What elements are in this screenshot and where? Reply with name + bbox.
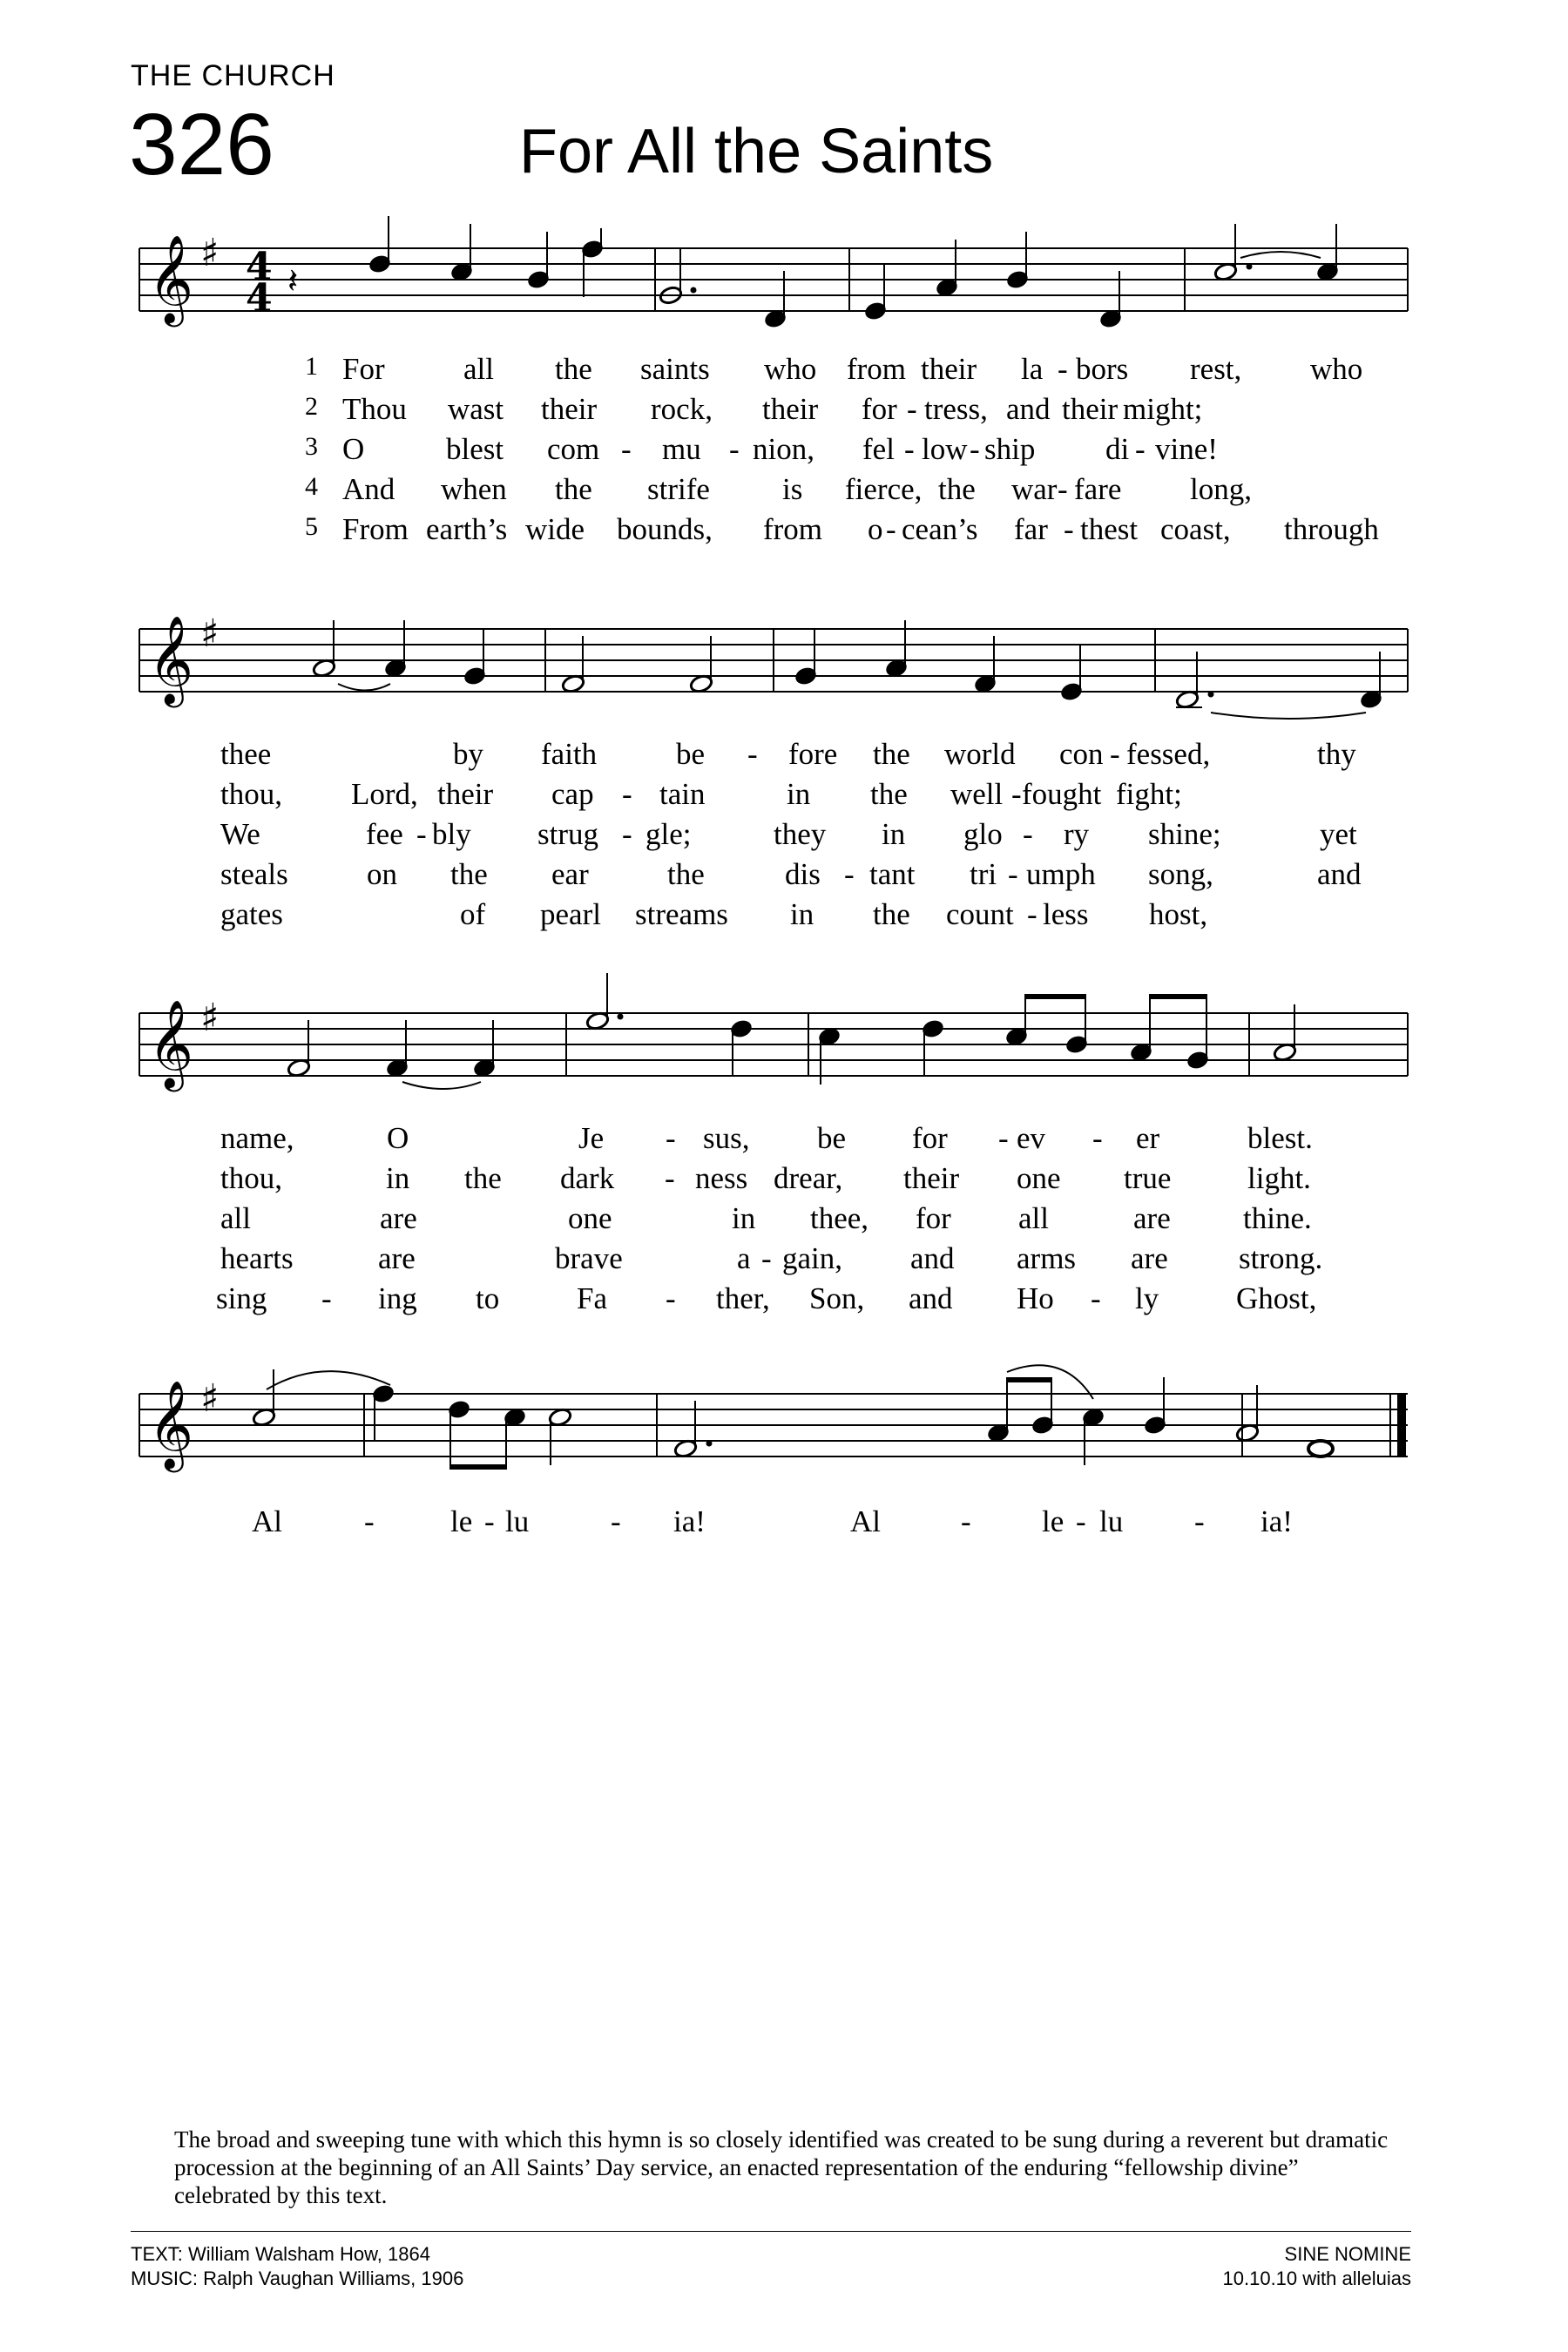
lyric-syllable: song,: [1148, 857, 1213, 891]
music-staff-system-3: [0, 970, 1568, 1126]
time-signature-bottom: 4: [246, 276, 273, 321]
lyric-syllable: Lord,: [351, 777, 418, 811]
lyric-syllable: o: [868, 512, 883, 546]
lyric-syllable: the: [464, 1161, 502, 1195]
lyric-syllable: O: [387, 1121, 409, 1155]
lyric-syllable: fore: [788, 737, 838, 771]
lyric-syllable: fel: [862, 432, 895, 466]
lyric-hyphen: -: [622, 777, 632, 811]
lyric-syllable: ev: [1017, 1121, 1046, 1155]
lyric-syllable: might;: [1123, 392, 1203, 426]
lyric-syllable: dis: [785, 857, 821, 891]
lyric-syllable: thee: [220, 737, 272, 771]
lyric-syllable: con: [1059, 737, 1104, 771]
lyric-syllable: Son,: [809, 1281, 865, 1315]
lyric-hyphen: -: [1027, 897, 1037, 931]
lyric-verse-1: [0, 737, 1568, 777]
lyric-syllable: streams: [635, 897, 728, 931]
lyric-syllable: com: [547, 432, 600, 466]
lyric-syllable: through: [1284, 512, 1379, 546]
lyric-hyphen: -: [998, 1121, 1009, 1155]
lyric-syllable: dark: [560, 1161, 615, 1195]
lyric-syllable: Je: [578, 1121, 605, 1155]
lyric-syllable: thine.: [1243, 1201, 1312, 1235]
lyric-hyphen: -: [1023, 817, 1033, 851]
lyric-syllable: ship: [984, 432, 1036, 466]
lyric-syllable: one: [1017, 1161, 1061, 1195]
lyric-syllable: earth’s: [426, 512, 508, 546]
verse-number: 2: [305, 392, 318, 421]
lyric-hyphen: -: [729, 432, 740, 466]
music-credit: MUSIC: Ralph Vaughan Williams, 1906: [131, 2268, 464, 2289]
verse-number: 1: [305, 352, 318, 381]
lyric-syllable: in: [882, 817, 906, 851]
lyric-syllable: strife: [647, 472, 710, 506]
lyric-syllable: and: [909, 1281, 953, 1315]
lyric-verse-3: [0, 817, 1568, 857]
lyric-verse-5: [0, 512, 1568, 552]
lyric-hyphen: -: [622, 817, 632, 851]
lyric-hyphen: -: [321, 1281, 332, 1315]
lyric-hyphen: -: [1092, 1121, 1103, 1155]
lyric-syllable: and: [910, 1241, 955, 1275]
lyric-syllable: gates: [220, 897, 283, 931]
lyric-syllable: their: [437, 777, 494, 811]
lyric-syllable: hearts: [220, 1241, 294, 1275]
lyric-syllable: bounds,: [617, 512, 713, 546]
treble-clef: 𝄞: [148, 998, 194, 1088]
key-signature-sharp: ♯: [200, 231, 220, 275]
lyric-syllable: We: [220, 817, 260, 851]
lyric-verse-3: [0, 1201, 1568, 1241]
hymn-number: 326: [129, 96, 274, 193]
lyric-syllable: coast,: [1160, 512, 1231, 546]
lyric-verse-1: [0, 352, 1568, 392]
lyric-syllable: to: [476, 1281, 500, 1315]
lyric-syllable: Ghost,: [1236, 1281, 1317, 1315]
lyric-syllable: and: [1006, 392, 1051, 426]
lyric-syllable: fight;: [1116, 777, 1182, 811]
lyric-syllable: are: [380, 1201, 417, 1235]
lyric-syllable: fare: [1074, 472, 1122, 506]
verse-number: 5: [305, 512, 318, 541]
treble-clef: 𝄞: [148, 1379, 194, 1469]
credits-right: [1223, 2242, 1411, 2291]
lyric-syllable: steals: [220, 857, 288, 891]
lyric-syllable: they: [774, 817, 827, 851]
lyric-syllable: in: [386, 1161, 410, 1195]
lyric-hyphen: -: [1058, 472, 1068, 506]
lyric-verse-4: [0, 857, 1568, 897]
lyric-syllable: one: [568, 1201, 612, 1235]
lyric-hyphen: -: [747, 737, 758, 771]
lyric-verse-2: [0, 1161, 1568, 1201]
lyric-syllable: ia!: [673, 1504, 706, 1538]
lyric-syllable: Al: [850, 1504, 881, 1538]
verse-number: 3: [305, 432, 318, 461]
section-label: THE CHURCH: [131, 59, 335, 92]
lyric-syllable: in: [787, 777, 811, 811]
lyric-syllable: the: [555, 472, 592, 506]
lyric-hyphen: -: [621, 432, 632, 466]
lyric-syllable: strug: [537, 817, 598, 851]
lyric-syllable: are: [1133, 1201, 1171, 1235]
hymn-title: For All the Saints: [519, 117, 994, 186]
divider-rule: [131, 2231, 1411, 2232]
lyric-hyphen: -: [484, 1504, 495, 1538]
lyric-syllable: well: [950, 777, 1004, 811]
lyric-syllable: drear,: [774, 1161, 843, 1195]
lyric-syllable: of: [460, 897, 486, 931]
lyric-syllable: faith: [541, 737, 598, 771]
lyric-syllable: di: [1105, 432, 1130, 466]
meter: 10.10.10 with alleluias: [1222, 2268, 1411, 2289]
lyric-syllable: name,: [220, 1121, 294, 1155]
lyric-syllable: blest.: [1247, 1121, 1313, 1155]
lyric-syllable: thou,: [220, 777, 282, 811]
lyric-syllable: mu: [662, 432, 701, 466]
lyric-syllable: arms: [1017, 1241, 1077, 1275]
lyric-syllable: from: [763, 512, 823, 546]
lyric-syllable: all: [220, 1201, 251, 1235]
lyric-syllable: are: [1131, 1241, 1168, 1275]
lyric-verse-4: [0, 1241, 1568, 1281]
lyric-syllable: the: [870, 777, 908, 811]
lyric-syllable: From: [342, 512, 409, 546]
hymn-note: The broad and sweeping tune with which this hymn is so closely identified was created to be sung during a reverent but dramatic procession at the beginning of an All Saints’ Day service, an enacted representation of the enduring “fellowship divine” celebrated by this text.: [174, 2126, 1389, 2208]
lyric-syllable: the: [450, 857, 488, 891]
lyric-syllable: lu: [1099, 1504, 1124, 1538]
lyric-hyphen: -: [1011, 777, 1022, 811]
lyric-verse-1: [0, 1121, 1568, 1161]
lyric-syllable: fee: [366, 817, 403, 851]
lyric-verse-2: [0, 777, 1568, 817]
lyric-syllable: Al: [252, 1504, 282, 1538]
lyric-syllable: who: [764, 352, 817, 386]
verse-number: 4: [305, 472, 318, 501]
lyric-syllable: rest,: [1190, 352, 1242, 386]
lyric-syllable: cean’s: [902, 512, 978, 546]
lyric-hyphen: -: [1064, 512, 1074, 546]
lyric-hyphen: -: [904, 432, 915, 466]
lyric-syllable: less: [1043, 897, 1089, 931]
lyric-syllable: is: [782, 472, 803, 506]
lyric-syllable: on: [367, 857, 397, 891]
tune-name: SINE NOMINE: [1284, 2243, 1411, 2265]
lyric-hyphen: -: [1135, 432, 1146, 466]
credits-left: [131, 2242, 463, 2291]
lyric-hyphen: -: [666, 1121, 676, 1155]
lyric-syllable: their: [541, 392, 598, 426]
music-staff-system-2: [0, 585, 1568, 742]
lyric-syllable: for: [862, 392, 897, 426]
lyric-syllable: ness: [695, 1161, 748, 1195]
lyric-syllable: lu: [505, 1504, 530, 1538]
lyric-verse-5: [0, 897, 1568, 937]
lyric-syllable: host,: [1149, 897, 1208, 931]
lyric-syllable: blest: [446, 432, 504, 466]
quarter-rest: 𝄽: [287, 261, 299, 301]
lyric-hyphen: -: [1058, 352, 1068, 386]
lyric-syllable: ia!: [1260, 1504, 1293, 1538]
lyric-syllable: sus,: [703, 1121, 750, 1155]
lyric-verse-4: [0, 472, 1568, 512]
lyric-syllable: tain: [659, 777, 706, 811]
lyric-syllable: le: [450, 1504, 473, 1538]
lyric-syllable: the: [873, 737, 910, 771]
lyric-syllable: And: [342, 472, 395, 506]
lyric-syllable: fessed,: [1126, 737, 1211, 771]
lyric-hyphen: -: [364, 1504, 375, 1538]
lyric-syllable: shine;: [1148, 817, 1221, 851]
music-staff-system-1: [0, 205, 1568, 362]
lyric-syllable: be: [817, 1121, 847, 1155]
lyric-syllable: from: [847, 352, 907, 386]
lyric-syllable: the: [873, 897, 910, 931]
lyric-syllable: bly: [432, 817, 471, 851]
lyric-syllable: all: [463, 352, 494, 386]
lyric-syllable: true: [1124, 1161, 1172, 1195]
lyric-hyphen: -: [907, 392, 917, 426]
lyric-syllable: for: [912, 1121, 948, 1155]
time-signature-top: 4: [246, 245, 273, 289]
lyric-verse-3: [0, 432, 1568, 472]
lyric-syllable: their: [762, 392, 819, 426]
lyric-syllable: ry: [1064, 817, 1090, 851]
lyric-syllable: be: [676, 737, 706, 771]
lyric-hyphen: -: [1110, 737, 1120, 771]
lyric-syllable: nion,: [753, 432, 814, 466]
lyric-syllable: far: [1014, 512, 1048, 546]
lyric-syllable: pearl: [540, 897, 601, 931]
lyric-syllable: saints: [640, 352, 710, 386]
lyric-syllable: the: [555, 352, 592, 386]
lyric-syllable: all: [1018, 1201, 1049, 1235]
key-signature-sharp: ♯: [200, 1376, 220, 1421]
lyric-syllable: who: [1310, 352, 1363, 386]
lyric-syllable: are: [378, 1241, 416, 1275]
lyric-syllable: world: [944, 737, 1016, 771]
lyric-syllable: ly: [1135, 1281, 1159, 1315]
lyric-syllable: for: [916, 1201, 951, 1235]
lyric-syllable: low: [922, 432, 968, 466]
lyric-syllable: tress,: [924, 392, 988, 426]
lyric-syllable: thee,: [810, 1201, 869, 1235]
lyric-syllable: umph: [1026, 857, 1096, 891]
lyric-syllable: the: [938, 472, 976, 506]
lyric-syllable: and: [1317, 857, 1362, 891]
lyric-syllable: yet: [1320, 817, 1357, 851]
lyric-hyphen: -: [761, 1241, 772, 1275]
lyric-syllable: rock,: [651, 392, 713, 426]
lyric-syllable: in: [790, 897, 814, 931]
lyric-syllable: gain,: [782, 1241, 843, 1275]
lyric-hyphen: -: [886, 512, 896, 546]
lyric-syllable: la: [1021, 352, 1044, 386]
lyric-syllable: glo: [963, 817, 1003, 851]
lyric-syllable: bors: [1076, 352, 1129, 386]
lyric-syllable: long,: [1190, 472, 1252, 506]
lyric-hyphen: -: [1076, 1504, 1086, 1538]
lyric-syllable: thest: [1080, 512, 1139, 546]
lyric-syllable: ing: [378, 1281, 417, 1315]
lyric-syllable: Ho: [1017, 1281, 1054, 1315]
lyric-syllable: ther,: [716, 1281, 770, 1315]
lyric-syllable: light.: [1247, 1161, 1311, 1195]
lyric-syllable: le: [1042, 1504, 1064, 1538]
lyric-alleluia: [0, 1504, 1568, 1544]
lyric-hyphen: -: [665, 1161, 675, 1195]
lyric-hyphen: -: [1091, 1281, 1101, 1315]
lyric-syllable: count: [946, 897, 1014, 931]
lyric-syllable: Fa: [577, 1281, 607, 1315]
lyric-syllable: in: [732, 1201, 756, 1235]
lyric-syllable: wast: [448, 392, 504, 426]
lyric-syllable: their: [903, 1161, 960, 1195]
lyric-verse-2: [0, 392, 1568, 432]
lyric-syllable: Thou: [342, 392, 407, 426]
lyric-hyphen: -: [961, 1504, 971, 1538]
lyric-syllable: gle;: [645, 817, 692, 851]
lyric-hyphen: -: [970, 432, 980, 466]
lyric-syllable: brave: [555, 1241, 623, 1275]
lyric-syllable: thou,: [220, 1161, 282, 1195]
lyric-hyphen: -: [1008, 857, 1018, 891]
treble-clef: 𝄞: [148, 614, 194, 704]
lyric-syllable: fought: [1022, 777, 1102, 811]
text-credit: TEXT: William Walsham How, 1864: [131, 2243, 430, 2265]
lyric-syllable: O: [342, 432, 365, 466]
lyric-syllable: strong.: [1239, 1241, 1323, 1275]
lyric-syllable: their: [1062, 392, 1119, 426]
lyric-syllable: war: [1011, 472, 1058, 506]
lyric-syllable: wide: [525, 512, 585, 546]
lyric-syllable: thy: [1317, 737, 1356, 771]
lyric-syllable: a: [737, 1241, 751, 1275]
treble-clef: 𝄞: [148, 233, 194, 323]
lyric-syllable: by: [453, 737, 483, 771]
lyric-syllable: cap: [551, 777, 594, 811]
lyric-syllable: vine!: [1155, 432, 1218, 466]
lyric-syllable: the: [667, 857, 705, 891]
lyric-syllable: fierce,: [845, 472, 923, 506]
lyric-syllable: sing: [216, 1281, 267, 1315]
lyric-syllable: their: [921, 352, 977, 386]
lyric-hyphen: -: [666, 1281, 676, 1315]
lyric-hyphen: -: [611, 1504, 621, 1538]
music-staff-system-4: [0, 1342, 1568, 1507]
key-signature-sharp: ♯: [200, 996, 220, 1040]
lyric-syllable: tant: [869, 857, 916, 891]
lyric-syllable: tri: [970, 857, 997, 891]
lyric-hyphen: -: [416, 817, 427, 851]
lyric-hyphen: -: [1194, 1504, 1205, 1538]
lyric-hyphen: -: [844, 857, 855, 891]
lyric-syllable: er: [1136, 1121, 1160, 1155]
lyric-syllable: when: [441, 472, 507, 506]
lyric-syllable: For: [342, 352, 385, 386]
lyric-verse-5: [0, 1281, 1568, 1321]
key-signature-sharp: ♯: [200, 612, 220, 656]
lyric-syllable: ear: [551, 857, 589, 891]
